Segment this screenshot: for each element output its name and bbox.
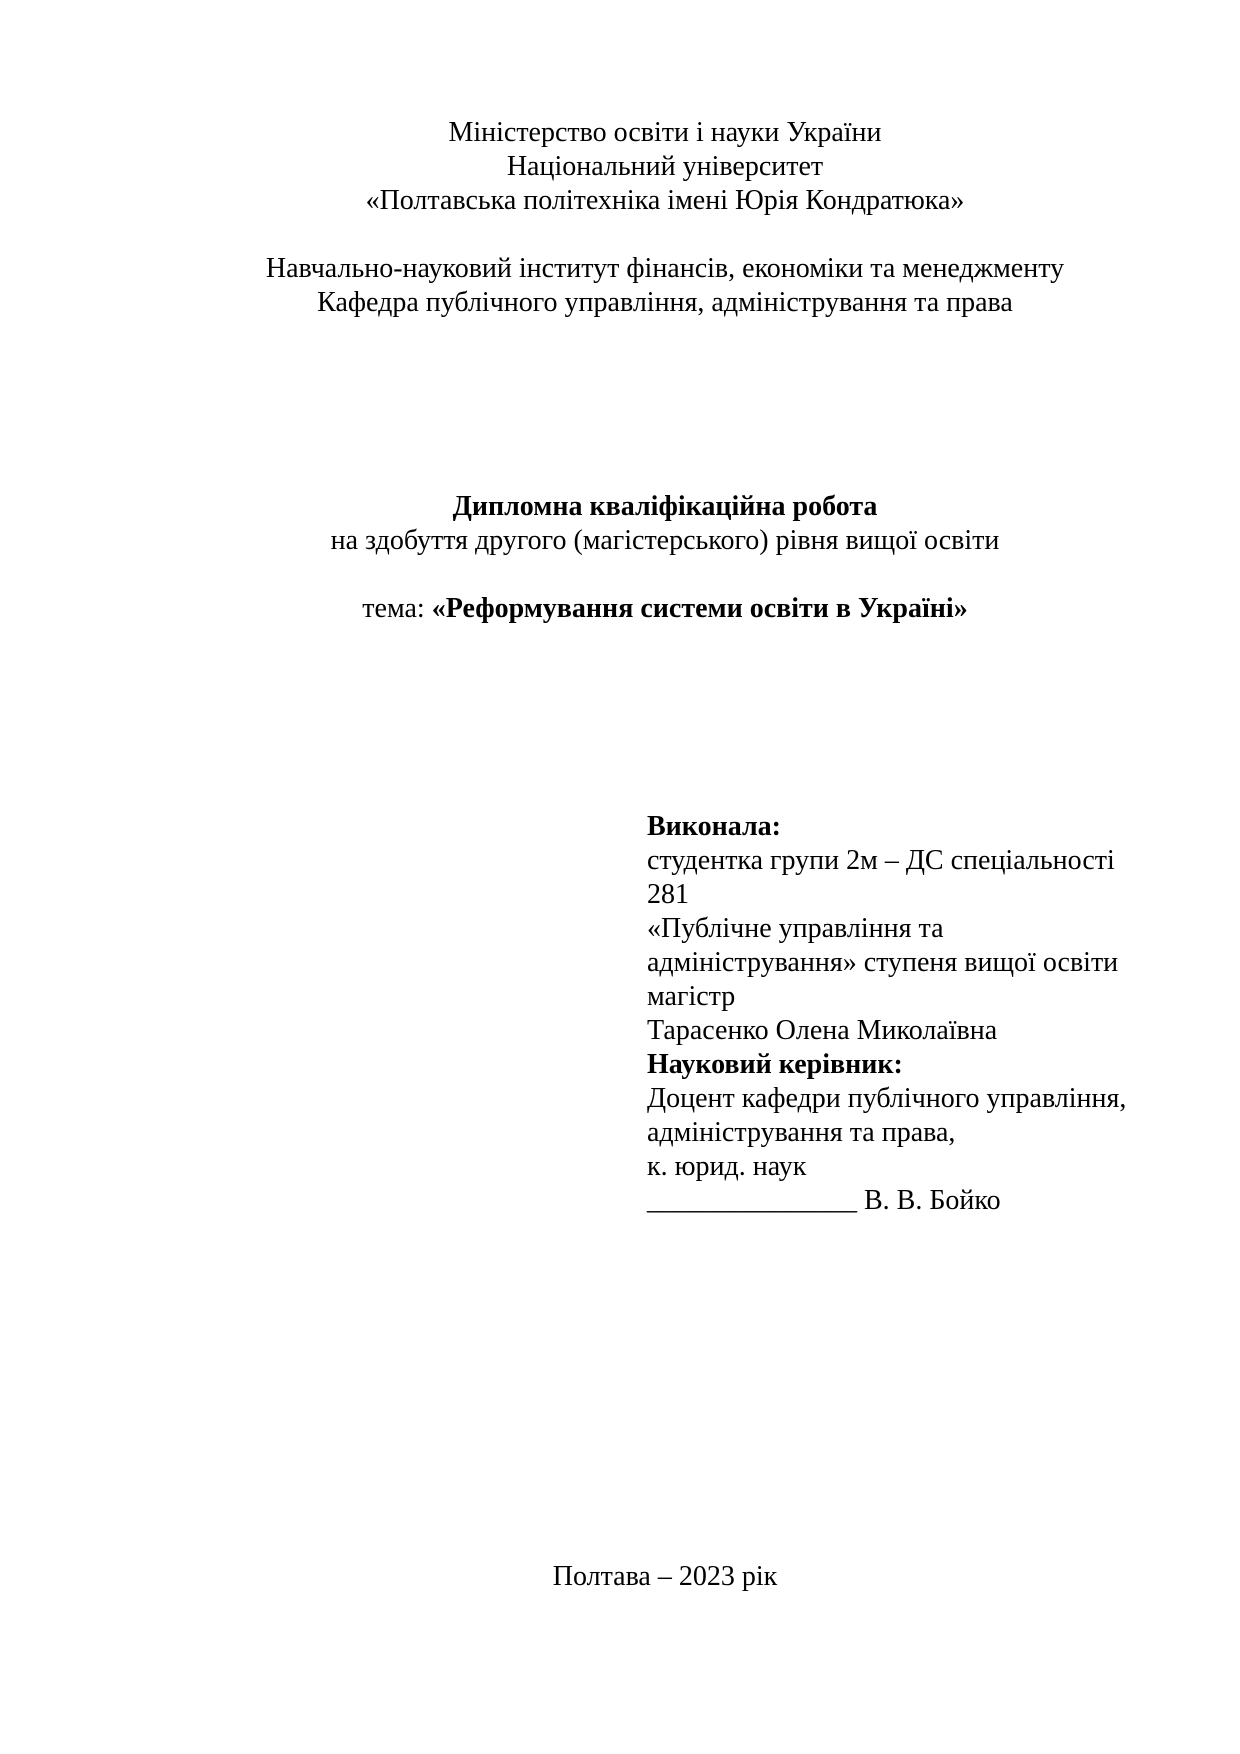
header-block <box>150 116 1180 320</box>
university-name-line: «Полтавська політехніка імені Юрія Кондратюка» <box>365 185 965 216</box>
city-year-line: Полтава – 2023 рік <box>552 1561 778 1592</box>
signature-line: _______________ В. В. Бойко <box>647 1185 1001 1216</box>
topic-title: «Реформування системи освіти в Україні» <box>431 593 968 624</box>
ministry-line: Міністерство освіти і науки України <box>448 117 882 148</box>
executor-label: Виконала: <box>647 811 781 842</box>
spacer-line <box>150 218 1180 252</box>
supervisor-label: Науковий керівник: <box>647 1049 903 1080</box>
student-group-line: студентка групи 2м – ДС спеціальності <box>647 845 1115 876</box>
degree-name-line: магістр <box>647 981 736 1012</box>
degree-line: на здобуття другого (магістерського) рівня вищої освіти <box>330 525 1000 556</box>
spacer-line <box>150 558 1180 592</box>
supervisor-title-line-2: адміністрування та права, <box>647 1117 956 1148</box>
specialty-name-line-2: адміністрування» ступеня вищої освіти <box>647 947 1119 978</box>
institute-line: Навчально-науковий інститут фінансів, економіки та менеджменту <box>265 253 1065 284</box>
supervisor-title-line-1: Доцент кафедри публічного управління, <box>647 1083 1127 1114</box>
department-line: Кафедра публічного управління, адміністрування та права <box>317 287 1013 318</box>
university-line: Національний університет <box>506 151 824 182</box>
specialty-name-line-1: «Публічне управління та <box>647 913 944 944</box>
footer-block <box>150 1560 1180 1594</box>
student-name-line: Тарасенко Олена Миколаївна <box>647 1015 998 1046</box>
thesis-title-block <box>150 490 1180 626</box>
topic-label: тема: <box>362 593 432 624</box>
executor-block <box>647 810 1172 1218</box>
topic-line <box>150 592 1180 626</box>
supervisor-degree-line: к. юрид. наук <box>647 1151 807 1182</box>
work-type-line: Дипломна кваліфікаційна робота <box>452 491 878 522</box>
specialty-code-line: 281 <box>647 879 689 910</box>
